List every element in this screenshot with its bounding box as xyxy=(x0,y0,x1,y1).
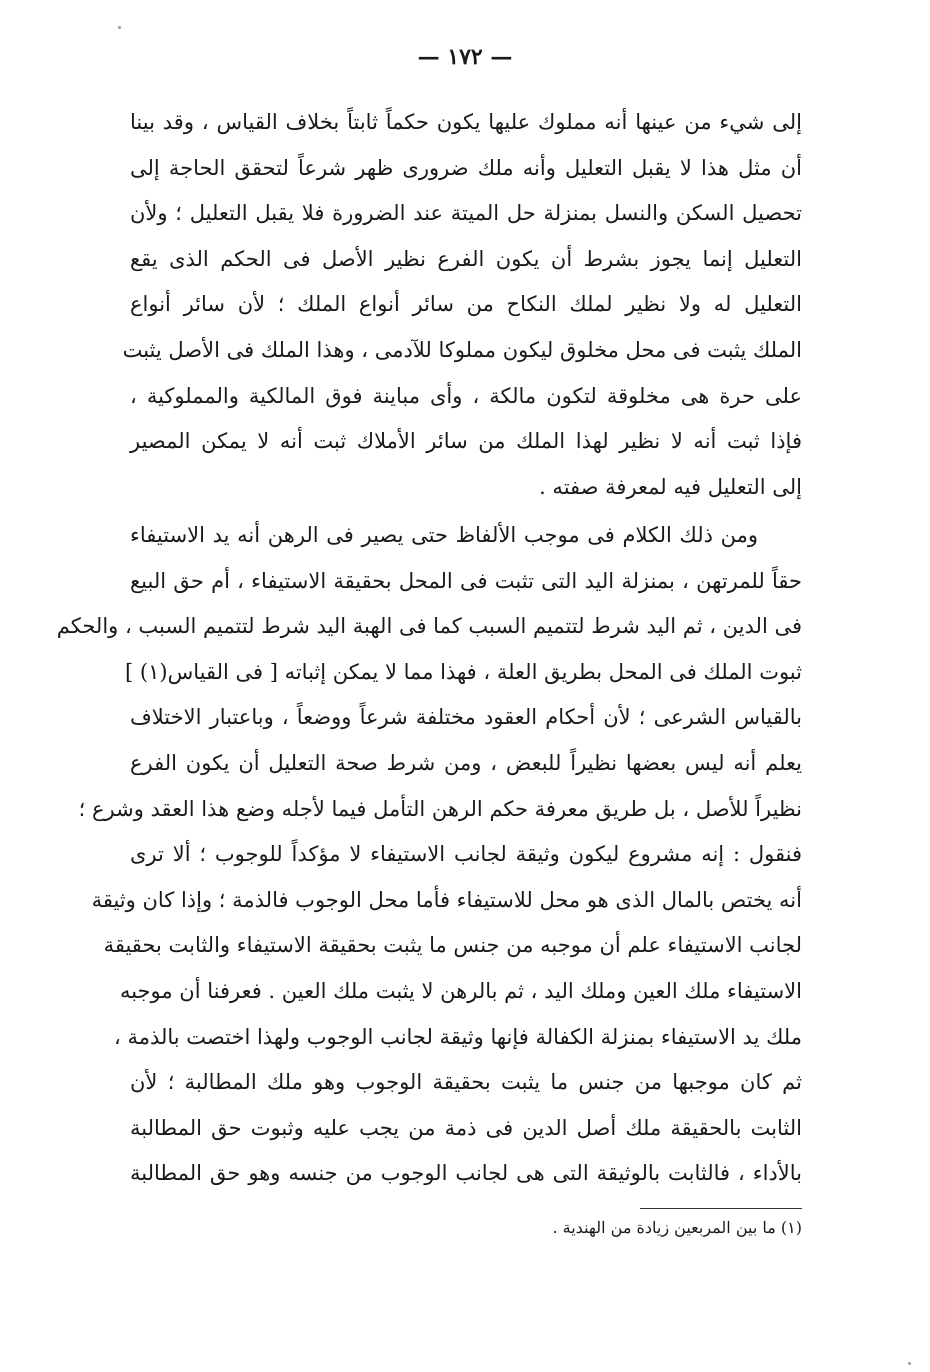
text-line: الثابت بالحقيقة ملك أصل الدين فى ذمة من يجب عليه وثبوت حق المطالبة xyxy=(130,1115,802,1140)
paragraph-2 xyxy=(56,513,802,1197)
footnote-divider xyxy=(640,1208,802,1209)
text-line: التعليل له ولا نظير لملك النكاح من سائر أنواع الملك ؛ لأن سائر أنواع xyxy=(130,292,802,317)
paragraph-1 xyxy=(122,100,802,510)
text-line: ملك يد الاستيفاء بمنزلة الكفالة فإنها وثيقة لجانب الوجوب ولهذا اختصت بالذمة ، xyxy=(114,1024,802,1049)
text-line: أن مثل هذا لا يقبل التعليل وأنه ملك ضرورى ظهر شرعاً لتحقق الحاجة إلى xyxy=(130,155,802,180)
footnote: (١) ما بين المربعين زيادة من الهندية . xyxy=(552,1218,802,1237)
text-line: الاستيفاء ملك العين وملك اليد ، ثم بالرهن لا يثبت ملك العين . فعرفنا أن موجبه xyxy=(119,978,802,1003)
text-line: تحصيل السكن والنسل بمنزلة حل الميتة عند الضرورة فلا يقبل التعليل ؛ ولأن xyxy=(130,201,802,226)
text-line: بالأداء ، فالثابت بالوثيقة التى هى لجانب الوجوب من جنسه وهو حق المطالبة xyxy=(130,1161,802,1186)
text-line: حقاً للمرتهن ، بمنزلة اليد التى تثبت فى المحل بحقيقة الاستيفاء ، أم حق البيع xyxy=(130,568,802,593)
text-line: إلى شيء من عينها أنه مملوك عليها يكون حكماً ثابتاً بخلاف القياس ، وقد بينا xyxy=(130,110,802,134)
text-line: لجانب الاستيفاء علم أن موجبه من جنس ما يثبت بحقيقة الاستيفاء والثابت بحقيقة xyxy=(103,933,802,958)
text-line: أنه يختص بالمال الذى هو محل للاستيفاء فأما محل الوجوب فالذمة ؛ وإذا كان وثيقة xyxy=(91,887,802,912)
text-line: ثم كان موجبها من جنس ما يثبت بحقيقة الوجوب وهو ملك المطالبة ؛ لأن xyxy=(130,1070,802,1095)
text-line: إلى التعليل فيه لمعرفة صفته . xyxy=(539,474,802,499)
text-line: بالقياس الشرعى ؛ لأن أحكام العقود مختلفة شرعاً ووضعاً ، وباعتبار الاختلاف xyxy=(130,705,802,730)
text-line: ومن ذلك الكلام فى موجب الألفاظ حتى يصير فى الرهن أنه يد الاستيفاء xyxy=(130,523,758,547)
text-line: على حرة هى مخلوقة لتكون مالكة ، وأى مباينة فوق المالكية والمملوكية ، xyxy=(130,383,802,408)
text-line: فنقول : إنه مشروع ليكون وثيقة لجانب الاستيفاء لا مؤكداً للوجوب ؛ ألا ترى xyxy=(130,842,802,867)
text-line: يعلم أنه ليس بعضها نظيراً للبعض ، ومن شرط صحة التعليل أن يكون الفرع xyxy=(130,750,802,775)
page-number: — ١٧٢ — xyxy=(417,44,513,70)
text-line: التعليل إنما يجوز بشرط أن يكون الفرع نظير الأصل فى الحكم الذى يقع xyxy=(130,246,802,271)
scan-speck xyxy=(118,26,121,29)
text-line: ثبوت الملك فى المحل بطريق العلة ، فهذا مما لا يمكن إثباته [ فى القياس(١) ] xyxy=(125,659,802,684)
text-line: فى الدين ، ثم اليد شرط لتتميم السبب كما فى الهبة اليد شرط لتتميم السبب ، والحكم xyxy=(56,614,802,639)
scan-speck xyxy=(908,1362,911,1365)
text-line: فإذا ثبت أنه لا نظير لهذا الملك من سائر الأملاك ثبت أنه لا يمكن المصير xyxy=(130,429,802,454)
text-line: نظيراً للأصل ، بل طريق معرفة حكم الرهن التأمل فيما لأجله وضع هذا العقد وشرع ؛ xyxy=(78,796,802,821)
text-line: الملك يثبت فى محل مخلوق ليكون مملوكا للآدمى ، وهذا الملك فى الأصل يثبت xyxy=(122,337,802,362)
